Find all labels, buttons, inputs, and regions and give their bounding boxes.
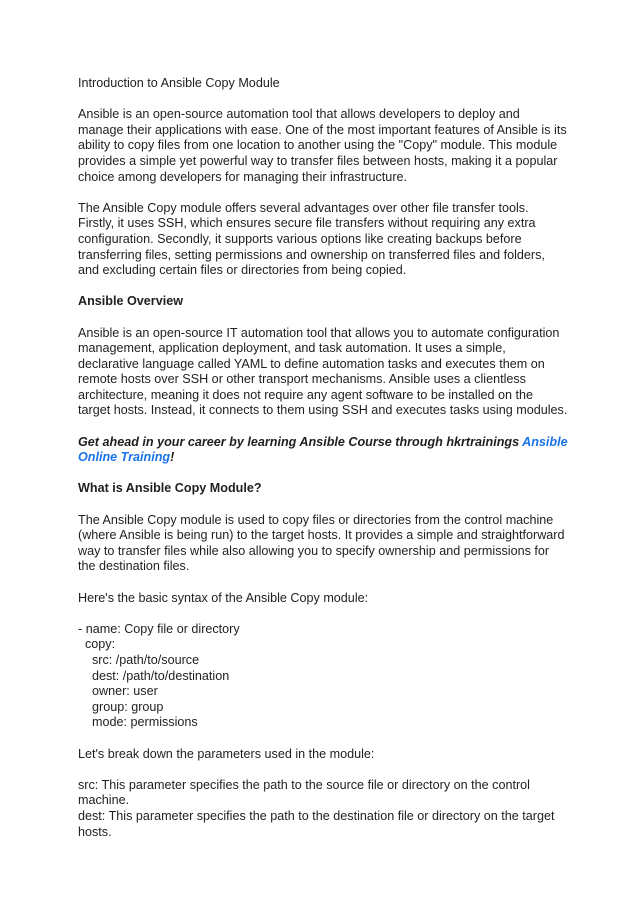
promo-paragraph — [78, 435, 568, 466]
what-heading: What is Ansible Copy Module? — [78, 481, 262, 496]
promo-text: Get ahead in your career by learning Ansible Course through hkrtrainings — [78, 434, 523, 449]
code-line: - name: Copy file or directory — [78, 621, 240, 636]
param-dest: dest: This parameter specifies the path to the destination file or directory on the target hosts. — [78, 808, 555, 839]
syntax-intro: Here's the basic syntax of the Ansible Copy module: — [78, 590, 369, 605]
code-line: dest: /path/to/destination — [78, 668, 230, 683]
code-line: src: /path/to/source — [78, 652, 200, 667]
intro-paragraph-1: Ansible is an open-source automation tool that allows developers to deploy and manage their applications with ease. One of the most important features of Ansible is its ability to copy files from one location to another using the "Copy" module. This module provides a simple yet powerful way to transfer files between hosts, making it a popular choice among developers for managing their infrastructure. — [78, 107, 567, 184]
code-block — [78, 622, 568, 731]
param-src: src: This parameter specifies the path to the source file or directory on the control machine. — [78, 777, 530, 808]
code-line: copy: — [78, 637, 116, 652]
code-line: mode: permissions — [78, 715, 198, 730]
promo-end: ! — [170, 450, 175, 465]
overview-heading: Ansible Overview — [78, 294, 183, 309]
intro-paragraph-2: The Ansible Copy module offers several advantages over other file transfer tools. Firstly, it uses SSH, which ensures secure file transfers without requiring any extra configuration. Secondly, it supports various options like creating backups before transferring files, setting permissions and ownership on transferred files and folders, and excluding certain files or directories from being copied. — [78, 200, 545, 278]
what-paragraph: The Ansible Copy module is used to copy files or directories from the control machine (where Ansible is being run) to the target hosts. It provides a simple and straightforward way to transfer files while also allowing you to specify ownership and permissions for the destination files. — [78, 512, 565, 574]
document-title: Introduction to Ansible Copy Module — [78, 76, 280, 90]
overview-paragraph: Ansible is an open-source IT automation tool that allows you to automate configuration management, application deployment, and task automation. It uses a simple, declarative language called YAML to define automation tasks and executes them on remote hosts over SSH or other transport mechanisms. Ansible uses a clientless architecture, meaning it does not require any agent software to be installed on the target hosts. Instead, it connects to them using SSH and executes tasks using modules. — [78, 325, 568, 418]
promo-link[interactable]: Ansible Online Training — [78, 434, 568, 465]
params-list — [78, 778, 568, 840]
code-line: group: group — [78, 699, 164, 714]
code-line: owner: user — [78, 684, 158, 699]
params-intro: Let's break down the parameters used in the module: — [78, 746, 375, 761]
